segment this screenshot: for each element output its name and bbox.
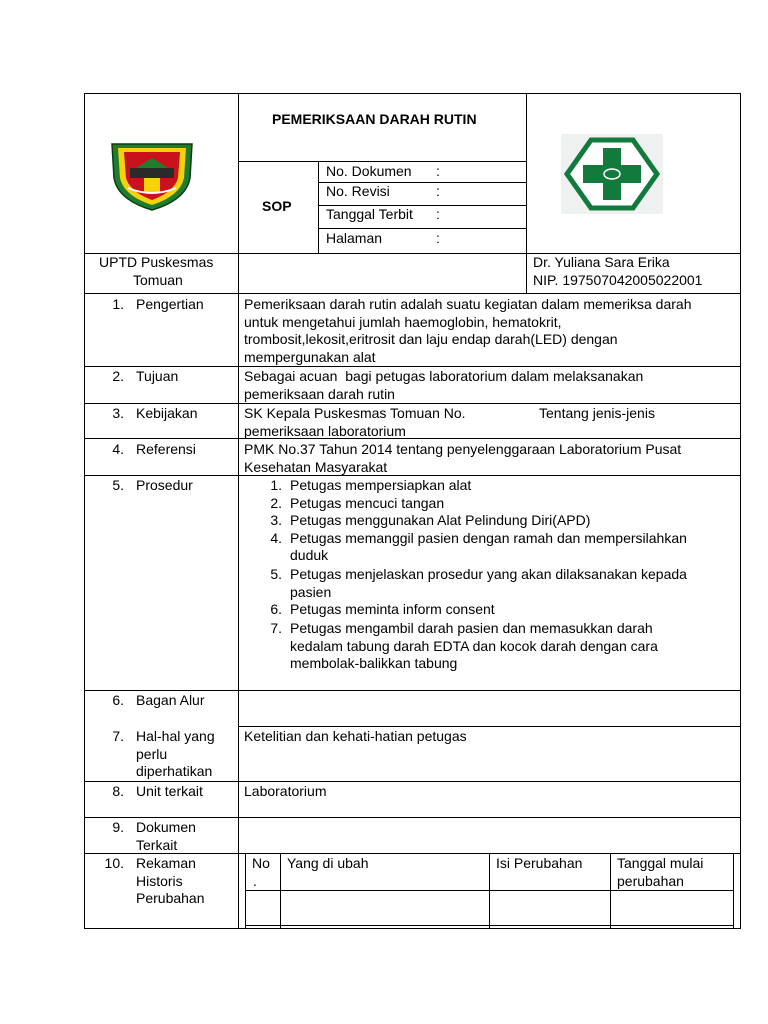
section-text-extra: Tentang jenis-jenis (539, 405, 655, 421)
section-number: 10. (104, 855, 124, 871)
step-number: 7. (270, 620, 282, 636)
org-name-line1: UPTD Puskesmas (99, 254, 214, 270)
green-cross-icon (561, 134, 663, 214)
section-text: PMK No.37 Tahun 2014 tentang penyelenggaraan Laboratorium Pusat (244, 441, 682, 457)
history-header-date: Tanggal mulai (617, 855, 704, 871)
section-text: untuk mengetahui jumlah haemoglobin, hematokrit, (244, 313, 562, 330)
section-number: 8. (112, 783, 124, 799)
step-text: pasien (290, 583, 332, 600)
section-number: 3. (112, 405, 124, 421)
section-text: Ketelitian dan kehati-hatian petugas (244, 728, 467, 744)
step-text: Petugas meminta inform consent (290, 601, 495, 617)
doc-field-colon: : (436, 163, 440, 179)
org-name-line2: Tomuan (133, 272, 183, 288)
section-label: Dokumen (136, 819, 196, 835)
history-header-change: Yang di ubah (287, 855, 369, 871)
section-text: SK Kepala Puskesmas Tomuan No. (244, 405, 466, 421)
step-text: membolak-balikkan tabung (290, 655, 458, 671)
section-number: 4. (112, 441, 124, 457)
regional-emblem-icon (108, 138, 196, 212)
section-number: 2. (112, 368, 124, 384)
section-label: Unit terkait (136, 783, 203, 799)
step-number: 4. (270, 529, 282, 546)
section-text: Laboratorium (244, 783, 327, 799)
section-text: trombosit,lekosit,eritrosit dan laju endap darah(LED) dengan (244, 331, 618, 347)
logo-left (108, 138, 196, 212)
step-number: 1. (270, 477, 282, 493)
section-text: Kesehatan Masyarakat (244, 458, 388, 475)
doc-field-label: No. Dokumen (326, 163, 412, 179)
step-text: duduk (290, 547, 329, 563)
document-title: PEMERIKSAAN DARAH RUTIN (272, 111, 477, 127)
doc-field-label: No. Revisi (326, 183, 390, 199)
section-text: pemeriksaan laboratorium (244, 422, 406, 439)
step-text: Petugas menggunakan Alat Pelindung Diri(APD) (290, 512, 591, 528)
step-text: Petugas mencuci tangan (290, 494, 445, 511)
doc-field-colon: : (436, 230, 440, 246)
logo-right (561, 134, 663, 214)
section-label: diperhatikan (136, 763, 213, 779)
section-label: Kebijakan (136, 405, 198, 421)
step-number: 5. (270, 566, 282, 582)
doc-field-label: Tanggal Terbit (326, 206, 413, 222)
section-label: Rekaman (136, 855, 196, 871)
step-text: Petugas memanggil pasien dengan ramah dan mempersilahkan (290, 529, 687, 546)
section-label: Bagan Alur (136, 692, 205, 708)
doc-field-colon: : (436, 183, 440, 199)
section-label: Prosedur (136, 477, 193, 493)
step-text: kedalam tabung darah EDTA dan kocok darah dengan cara (290, 637, 658, 654)
step-text: Petugas mengambil darah pasien dan memasukkan darah (290, 620, 653, 636)
sop-label: SOP (262, 198, 292, 214)
history-header-no: No (252, 855, 270, 871)
section-number: 9. (112, 819, 124, 835)
signer-name: Dr. Yuliana Sara Erika (533, 254, 670, 270)
section-text: Sebagai acuan bagi petugas laboratorium dalam melaksanakan (244, 368, 644, 384)
doc-field-colon: : (436, 206, 440, 222)
section-label: Perubahan (136, 890, 205, 906)
section-label: Tujuan (136, 368, 179, 384)
history-header-no: . (253, 872, 257, 889)
doc-field-label: Halaman (326, 230, 383, 246)
section-label: Terkait (136, 836, 178, 853)
step-text: Petugas menjelaskan prosedur yang akan dilaksanakan kepada (290, 566, 687, 582)
section-label: Hal-hal yang (136, 728, 215, 744)
section-label: Historis (136, 872, 183, 889)
section-label: Pengertian (136, 296, 204, 312)
step-number: 6. (270, 601, 282, 617)
signer-nip: NIP. 197507042005022001 (533, 272, 703, 288)
section-number: 5. (112, 477, 124, 493)
history-header-date: perubahan (617, 872, 684, 889)
section-text: mempergunakan alat (244, 348, 376, 365)
step-number: 2. (270, 494, 282, 511)
section-text: pemeriksaan darah rutin (244, 385, 395, 402)
section-number: 1. (112, 296, 124, 312)
section-text: Pemeriksaan darah rutin adalah suatu kegiatan dalam memeriksa darah (244, 296, 692, 312)
step-text: Petugas mempersiapkan alat (290, 477, 472, 493)
section-number: 7. (112, 728, 124, 744)
step-number: 3. (270, 512, 282, 528)
section-label: perlu (136, 745, 168, 762)
section-label: Referensi (136, 441, 196, 457)
history-header-content: Isi Perubahan (496, 855, 583, 871)
section-number: 6. (112, 692, 124, 708)
